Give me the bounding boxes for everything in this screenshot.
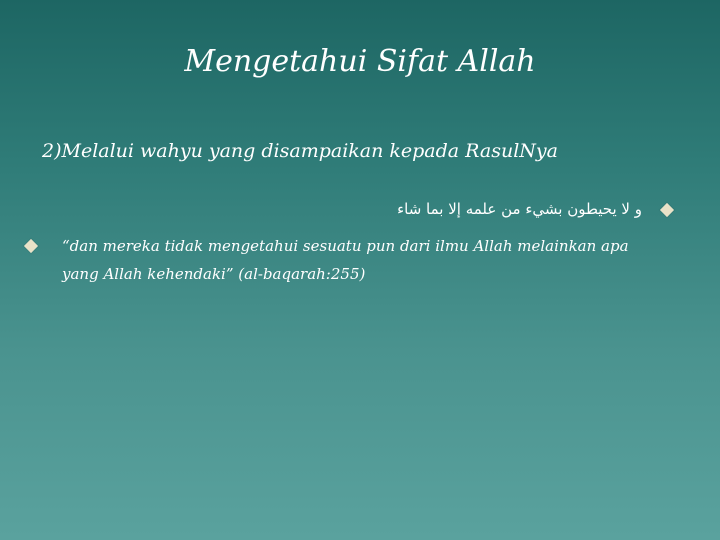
diamond-bullet-icon — [660, 203, 674, 217]
slide-title: Mengetahui Sifat Allah — [184, 44, 536, 79]
subheading: 2)Melalui wahyu yang disampaikan kepada RasulNya — [42, 140, 558, 162]
translation-bullet — [20, 232, 660, 288]
arabic-verse-text: و لا يحيطون بشيء من علمه إلا بما شاء — [397, 200, 642, 218]
diamond-bullet-icon — [24, 239, 38, 253]
translation-text: “dan mereka tidak mengetahui sesuatu pun dari ilmu Allah melainkan apa yang Allah kehendaki” (al-baqarah:255) — [62, 237, 629, 283]
arabic-verse-bullet — [40, 198, 680, 226]
